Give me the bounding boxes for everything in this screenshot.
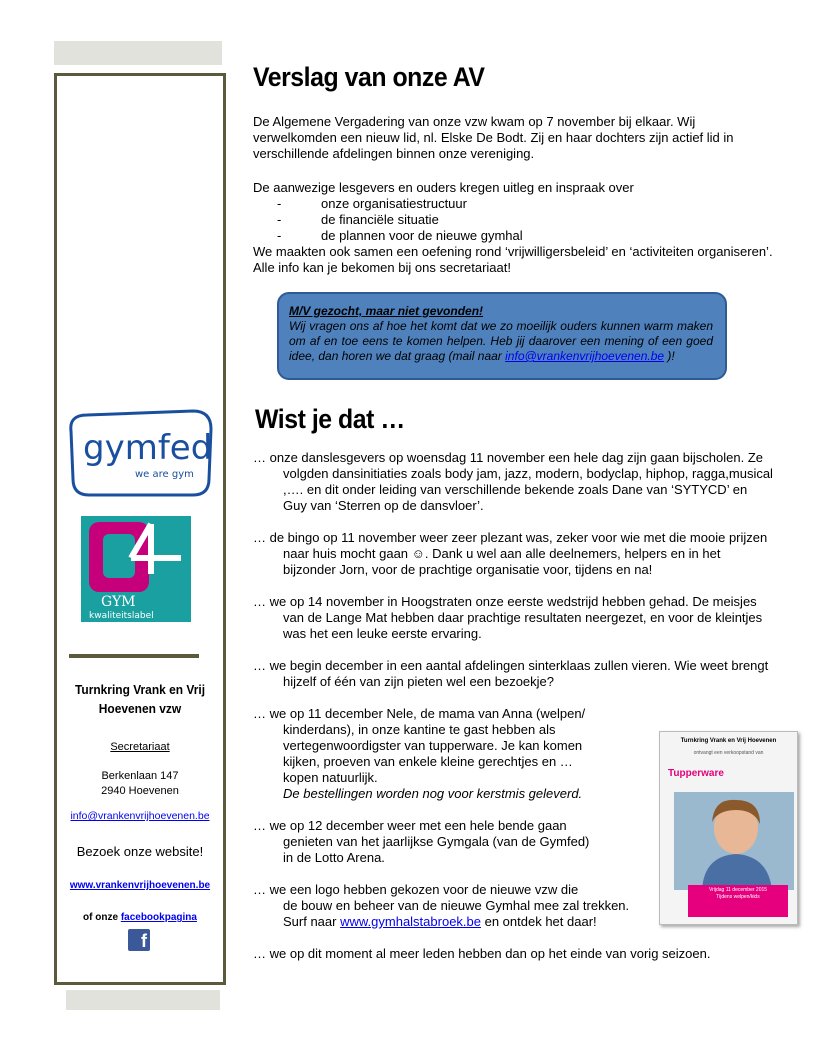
list-item: - onze organisatiestructuur bbox=[277, 196, 467, 211]
list-item: … we begin december in een aantal afdelingen sinterklaas zullen vieren. Wie weet brengt hijzelf of één van zijn pieten wel een bezoekje? bbox=[253, 658, 769, 689]
tupperware-flyer-image bbox=[659, 731, 798, 925]
flyer-bottom-banner: Vrijdag 11 december 2015 Tijdens welpen/kids bbox=[688, 885, 788, 917]
secretariat-label: Secretariaat bbox=[110, 741, 170, 753]
q4-logo-label: kwaliteitslabel bbox=[89, 611, 154, 621]
av-intro-paragraph: De Algemene Vergadering van onze vzw kwam op 7 november bij elkaar. Wij verwelkomden een nieuw lid, nl. Elske De Bodt. Zij en haar dochters zijn actief lid in verschillende afdelingen binnen onze vereniging. bbox=[253, 114, 734, 161]
sidebar bbox=[54, 73, 226, 985]
list-item: - de financiële situatie bbox=[277, 212, 439, 227]
callout-closing: )! bbox=[664, 349, 675, 363]
section-title-wist-je-dat: Wist je dat … bbox=[255, 404, 405, 434]
sidebar-top-bar bbox=[54, 41, 222, 65]
list-item: - de plannen voor de nieuwe gymhal bbox=[277, 228, 523, 243]
facebook-line bbox=[57, 912, 223, 923]
sidebar-bottom-bar bbox=[66, 990, 220, 1010]
av-topic-list bbox=[253, 196, 773, 244]
address-line1: Berkenlaan 147 bbox=[101, 770, 179, 782]
website-link[interactable]: www.vrankenvrijhoevenen.be bbox=[69, 880, 211, 891]
callout-email-link[interactable]: info@vrankenvrijhoevenen.be bbox=[505, 349, 665, 363]
list-item: … we op dit moment al meer leden hebben dan op het einde van vorig seizoen. bbox=[253, 946, 711, 961]
visit-website-text: Bezoek onze website! bbox=[76, 844, 204, 859]
flyer-brand: Tupperware bbox=[668, 768, 724, 779]
list-item: … we op 11 december Nele, de mama van Anna (welpen/ kinderdans), in onze kantine te gast hebben als vertegenwoordigster van tupperware. Je kan komen kijken, proeven van enkele kleine gerechtjes en … kopen natuurlijk. De bestellingen worden nog voor kerstmis geleverd. bbox=[253, 706, 586, 801]
callout-body: Wij vragen ons af hoe het komt dat we zo moeilijk ouders kunnen warm maken om af en toe eens te komen helpen. Heb jij daarover een mening of een goed idee, dan horen we dat graag (mail naar bbox=[289, 319, 713, 363]
flyer-subheader: ontvangt een verkoopstand van bbox=[693, 750, 764, 756]
q4-logo-text: GYM bbox=[101, 594, 136, 610]
gymfed-logo bbox=[65, 409, 215, 499]
organization-name: Turnkring Vrank en Vrij Hoevenen vzw bbox=[74, 682, 206, 716]
list-item: … de bingo op 11 november weer zeer plezant was, zeker voor wie met die mooie prijzen naar huis mocht gaan ☺. Dank u wel aan alle deelnemers, helpers en in het bijzonder Jorn, voor de prachtige organisatie voor, tijdens en na! bbox=[253, 530, 768, 577]
av-list-tail: We maakten ook samen een oefening rond ‘vrijwilligersbeleid’ en ‘activiteiten organiseren’. Alle info kan je bekomen bij ons secretariaat! bbox=[253, 244, 773, 275]
list-item: … we op 12 december weer met een hele bende gaan genieten van het jaarlijkse Gymgala (van de Gymfed) in de Lotto Arena. bbox=[253, 818, 590, 865]
callout-title: M/V gezocht, maar niet gevonden! bbox=[289, 304, 484, 318]
section-title-av: Verslag van onze AV bbox=[253, 62, 485, 92]
sidebar-email-link[interactable]: info@vrankenvrijhoevenen.be bbox=[70, 810, 210, 822]
av-list-lead: De aanwezige lesgevers en ouders kregen uitleg en inspraak over bbox=[253, 180, 634, 195]
facebook-prefix: of onze bbox=[83, 912, 119, 923]
volunteer-callout-box bbox=[277, 292, 727, 380]
gymfed-logo-text: gymfed bbox=[83, 428, 213, 468]
address bbox=[57, 769, 223, 799]
facebook-icon[interactable]: f bbox=[128, 929, 150, 951]
gymfed-logo-tagline: we are gym bbox=[135, 469, 194, 480]
av-paragraph-2 bbox=[253, 180, 773, 276]
flyer-photo bbox=[674, 792, 794, 890]
facebook-page-link[interactable]: facebookpagina bbox=[120, 912, 197, 923]
sidebar-divider bbox=[69, 654, 199, 658]
list-item: … we een logo hebben gekozen voor de nieuwe vzw die de bouw en beheer van de nieuwe Gymhal mee zal trekken. Surf naar www.gymhalstabroek.be en ontdek het daar! bbox=[253, 882, 630, 929]
list-item: … we op 14 november in Hoogstraten onze eerste wedstrijd hebben gehad. De meisjes van de Lange Mat hebben daar prachtige resultaten neergezet, en voor de kleintjes was het een leuke eerste ervaring. bbox=[253, 594, 763, 641]
flyer-header: Turnkring Vrank en Vrij Hoevenen bbox=[680, 738, 777, 744]
address-line2: 2940 Hoevenen bbox=[101, 785, 179, 797]
list-item: … onze danslesgevers op woensdag 11 november een hele dag zijn gaan bijscholen. Ze volgden dansinitiaties zoals body jam, jazz, modern, bodyclap, hiphop, ragga,musical ,…. en dit onder leiding van verschillende bekende zoals Dane van ‘SYTYCD’ en Guy van ‘Sterren op de dansvloer’. bbox=[253, 450, 773, 513]
gymhal-website-link[interactable]: www.gymhalstabroek.be bbox=[340, 914, 481, 929]
q4-kwaliteitslabel-logo bbox=[81, 516, 191, 622]
